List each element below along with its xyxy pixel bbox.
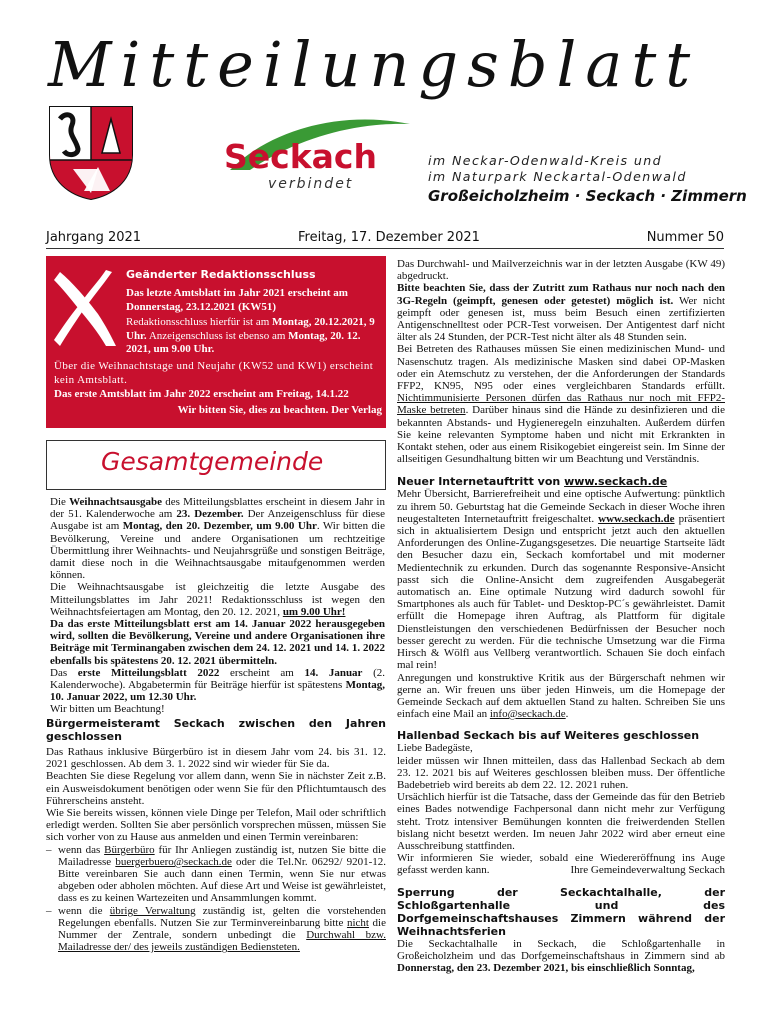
link-buergerbuero[interactable]: Bürgerbüro — [104, 843, 155, 856]
article-paragraph: Wir informieren Sie wieder, sobald eine Wiedereröffnung ins Auge gefasst werden kann. Ihre Gemeindeverwaltung Seckach — [397, 852, 725, 877]
article-heading: Neuer Internetauftritt von www.seckach.de — [397, 475, 668, 489]
logo-word: Seckach — [224, 137, 377, 176]
article-paragraph: Das erste Mitteilungsblatt 2022 erscheint am 14. Januar (2. Kalenderwoche). Abgabetermin für Beiträge hierfür ist spätestens Montag, 10. Januar 2022, um 12.30 Uhr. — [50, 666, 385, 704]
article-paragraph: Bitte beachten Sie, dass der Zutritt zum Rathaus nur noch nach den 3G-Regeln (geimpft, genesen oder getestet) möglich ist. Wer nicht geimpft oder genesen ist, muss beim Besuch einen zertifizierten Antigenschnelltest oder PCR-Test vorweisen. Der Antigentest darf nicht älter als 24 Stunden, der PCR-Test nicht älter als 48 Stunden sein. — [397, 282, 726, 344]
article-paragraph: Das Durchwahl- und Mailverzeichnis war in der letzten Ausgabe (KW 49) abgedruckt. — [397, 258, 725, 283]
masthead-title: Mitteilungsblatt — [48, 28, 700, 101]
christmas-edition-article — [50, 496, 385, 716]
section-title-box — [46, 440, 386, 490]
contact-list — [46, 844, 386, 954]
volume-label: Jahrgang 2021 — [46, 230, 142, 245]
article-paragraph: Die Seckachtalhalle in Seckach, die Schloßgartenhalle in Großeicholzheim und das Dorfgemeinschaftshaus in Zimmern sind ab Donnerstag, den 23. Dezember 2021, bis einschließlich Sonntag, — [397, 937, 725, 974]
article-paragraph: leider müssen wir Ihnen mitteilen, dass das Hallenbad Seckach ab dem 23. 12. 2021 bis auf Weiteres geschlossen bleiben muss. Der öffentliche Badebetrieb wird bereits ab dem 22. 12. 2021 ruhen. — [397, 754, 725, 791]
cross-mark-icon — [52, 268, 120, 348]
article-paragraph: Die Weihnachtsausgabe des Mitteilungsblattes erscheint in diesem Jahr in der 51. Kalenderwoche am 23. Dezember. Der Anzeigenschluss für diese Ausgabe ist am Montag, den 20. Dezember, um 9.00 Uhr. Wir bitten die Bevölkerung, Vereine und andere Organisationen um rechtzeitige Übermittlung ihrer Weihnachts- und Neujahrsgrüße und sonstigen Beiträge, damit diese noch in die Weihnachtsausgabe mitaufgenommen werden können. — [50, 496, 385, 582]
article-paragraph: Das Rathaus inklusive Bürgerbüro ist in diesem Jahr vom 24. bis 31. 12. 2021 geschlossen. Ab dem 3. 1. 2022 sind wir wieder für Sie da. — [46, 746, 386, 771]
article-paragraph: Wir bitten um Beachtung! — [50, 703, 165, 716]
deadline-notice-box — [46, 256, 386, 428]
notice-line-2: Redaktionsschluss hierfür ist am Montag, 20.12.2021, 9 Uhr. Anzeigenschluss ist ebenso am Montag, 20. 12. 2021, um 9.00 Uhr. — [126, 316, 375, 356]
article-heading: Sperrung der Seckachtalhalle, der Schloßgartenhalle und des Dorfgemeinschaftshauses Zimmern während der Weihnachtsferien — [397, 885, 725, 938]
article-paragraph: Die Weihnachtsausgabe ist gleichzeitig die letzte Ausgabe des Mitteilungsblattes im Jahr 2021! Redaktionsschluss ist wegen den Weihnachtsfeiertagen am Montag, den 20. 12. 2021, um 9.00 Uhr! — [50, 581, 385, 618]
notice-line-4: Das erste Amtsblatt im Jahr 2022 erscheint am Freitag, 14.1.22 — [54, 388, 349, 400]
issue-number: Nummer 50 — [646, 230, 724, 245]
section-title: Gesamtgemeinde — [101, 447, 324, 476]
article-heading: Bürgermeisteramt Seckach zwischen den Jahren geschlossen — [46, 717, 386, 743]
issue-info-bar — [46, 228, 724, 248]
list-item: – wenn die übrige Verwaltung zuständig ist, gelten die vorstehenden Regelungen ebenfalls. Nutzen Sie zur Terminvereinbarung bitte nicht die Nummer der Zentrale, sondern unbedingt die Durchwahl bzw. Mailadresse der/ des jeweils zuständigen Bediensteten. — [58, 905, 386, 954]
link-uebrige-verwaltung[interactable]: übrige Verwaltung — [109, 904, 196, 917]
notice-line-3: Über die Weihnachtstage und Neujahr (KW52 und KW1) erscheint kein Amtsblatt. — [54, 360, 374, 386]
town-hall-closure-article — [46, 717, 386, 953]
article-heading: Hallenbad Seckach bis auf Weiteres geschlossen — [397, 729, 700, 743]
website-link-inline[interactable]: www.seckach.de — [598, 512, 675, 525]
region-line-1: im Neckar-Odenwald-Kreis und — [428, 153, 663, 168]
header-rule — [46, 248, 724, 249]
email-link-buergerbuero[interactable]: buergerbuero@seckach.de — [115, 855, 232, 868]
article-paragraph: Liebe Badegäste, — [397, 742, 473, 755]
places-line: Großeicholzheim · Seckach · Zimmern — [428, 187, 747, 205]
email-link-info[interactable]: info@seckach.de — [489, 708, 566, 721]
list-item: – wenn das Bürgerbüro für Ihr Anliegen zuständig ist, nutzen Sie bitte die Mailadresse buergerbuero@seckach.de oder die Tel.Nr. 06292/ 9201-12. Bitte vereinbaren Sie auch dann einen Termin, wenn Sie nur etwas abgeben oder abholen möchten. Auf diese Art und Weise ist gewährleistet, dass es zu keinen Wartezeiten und Ansammlungen kommt. — [58, 844, 386, 905]
article-paragraph: Ursächlich hierfür ist die Tatsache, dass der Gemeinde das für den Betrieb eines Bades notwendige Fachpersonal dann nicht mehr zur Verfügung steht. Trotz intensiver Bemühungen konnten die freiwerdenden Stellen bislang nicht besetzt werden. Im neuen Jahr 2022 wird aber erneut eine Ausschreibung stattfinden. — [397, 791, 725, 852]
article-paragraph: Bei Betreten des Rathauses müssen Sie einen medizinischen Mund- und Nasenschutz tragen. Als medizinische Masken sind dabei OP-Masken oder ein Atemschutz zu verstehen, der die Anforderungen der Standards FFP2, KN95, N95 oder eines vergleichbaren Standards erfüllt. Nichtimmunisierte Personen dürfen das Rathaus nur noch mit FFP2-Maske betreten. Darüber hinaus sind die Hände zu desinfizieren und die bekannten Abstands- und Hygieneregeln einzuhalten. Außerdem dürfen Sie keine relevanten Symptome haben und nicht mit Erkrankten in Kontakt stehen, oder aus einem Risikogebiet eingereist sein. Im Sinne der allseitigen Gesundhaltung bitten wir um Beachtung und Verständnis. — [397, 343, 725, 466]
logo-tagline: verbindet — [268, 176, 354, 192]
article-paragraph: Wie Sie bereits wissen, können viele Dinge per Telefon, Mail oder schriftlich erledigt werden. Sollten Sie aber persönlich vorsprechen müssen, müssen Sie sich vorher von zu Hause aus anmelden und einen Termin vereinbaren: — [46, 807, 387, 844]
notice-line-5: Wir bitten Sie, dies zu beachten. Der Verlag — [177, 404, 382, 416]
notice-heading: Geänderter Redaktionsschluss — [126, 268, 316, 281]
seckach-logo — [210, 110, 420, 210]
coat-of-arms-icon — [48, 105, 134, 201]
right-column — [397, 258, 725, 974]
region-line-2: im Naturpark Neckartal-Odenwald — [428, 169, 687, 184]
article-paragraph: Beachten Sie diese Regelung vor allem dann, wenn Sie in nächster Zeit z.B. ein Ausweisdokument benötigen oder wenn Sie für den Pflichtumtausch des Führerscheins ansteht. — [46, 770, 386, 807]
article-paragraph: Da das erste Mitteilungsblatt erst am 14. Januar 2022 herausgegeben wird, sollten die Bevölkerung, Vereine und andere Organisationen ihre Beiträge mit Terminangaben zwischen dem 24. 12. 2021 und 14. 1. 2022 ebenfalls bis spätestens 20. 12. 2021 übermitteln. — [50, 618, 385, 667]
website-link[interactable]: www.seckach.de — [564, 475, 668, 489]
issue-date: Freitag, 17. Dezember 2021 — [298, 230, 480, 245]
article-paragraph: Anregungen und konstruktive Kritik aus der Bürgerschaft nehmen wir gerne an. Wir freuen uns über jeden Hinweis, um die Homepage der Gemeinde Seckach auf dem aktuellen Stand zu halten. Schreiben Sie uns einfach eine Mail an info@seckach.de. — [397, 671, 725, 721]
notice-line-1: Das letzte Amtsblatt im Jahr 2021 erscheint am Donnerstag, 23.12.2021 (KW51) — [126, 287, 348, 313]
article-paragraph: Mehr Übersicht, Barrierefreiheit und eine optische Aufwertung: pünktlich zu ihrem 50. Geburtstag hat die Gemeinde Seckach in dieser Woche ihren neugestalteten Internetauftritt freigeschaltet. www.seckach.de präsentiert sich in aktualisiertem Design und entspricht jetzt auch den aktuellen Anforderungen des Online-Zugangsgesetzes. Die neuartige Startseite lädt den Besucher dazu ein, Seckach komfortabel und mit moderner Medientechnik zu erkunden. Durch das sogenannte Responsive-Ansicht passt sich die Online-Ansicht dem zugreifenden Ausgabegerät automatisch an. Eine optimale Nutzung wird dadurch sowohl für Smartphones als auch für Tablet- und Desktop-PC´s gewährleistet. Damit erfüllt die Homepage ihren Auftrag, als Plattform für digitale Dienstleistungen den verschiedenen Bedürfnissen der Besucher noch besser gerecht zu werden. Für die technische Umsetzung war die Firma Hirsch & Wölfl aus Vellberg verantwortlich. Schauen Sie doch einfach mal rein! — [397, 488, 725, 672]
